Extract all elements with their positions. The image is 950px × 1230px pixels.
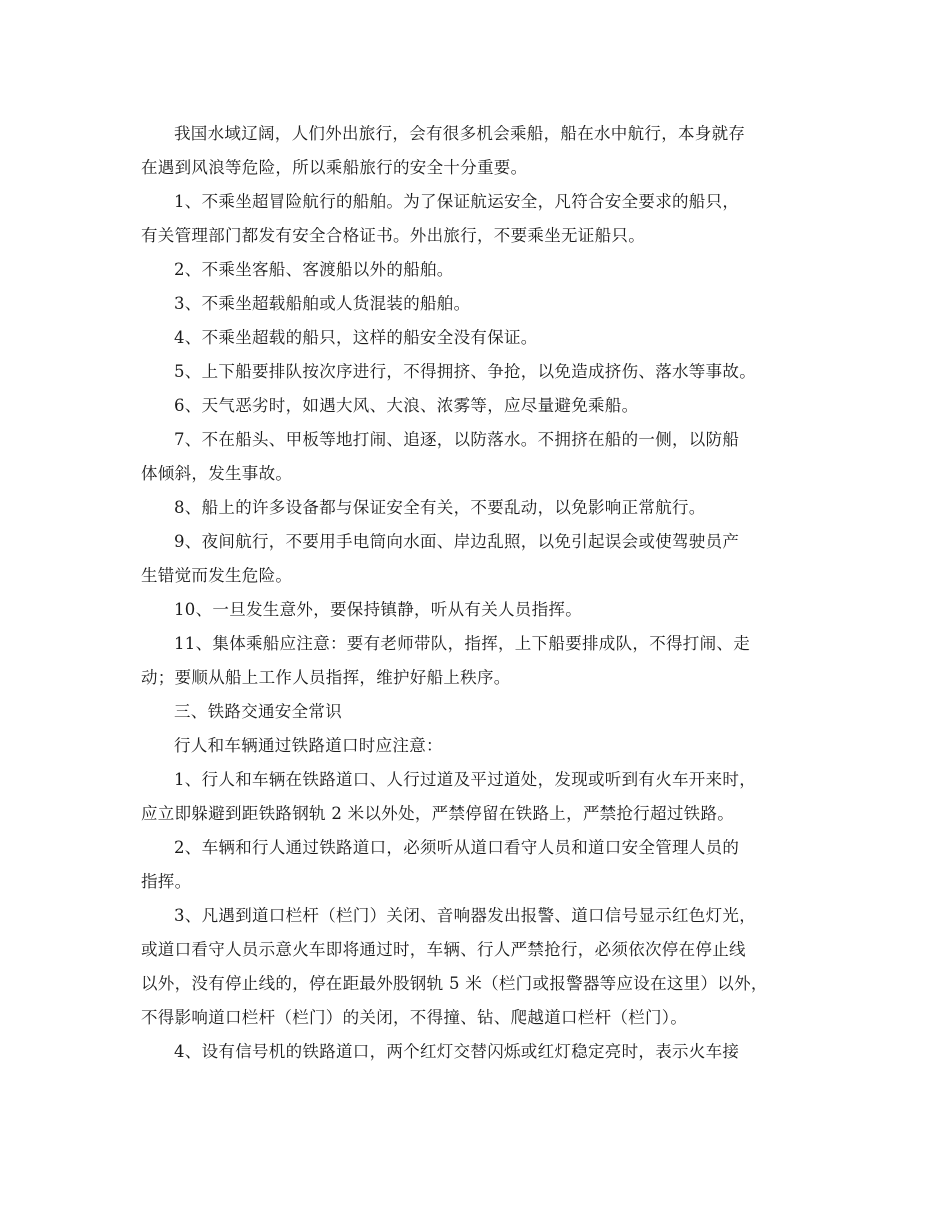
paragraph: [141, 899, 811, 1035]
text-line: 体倾斜，发生事故。: [141, 464, 293, 483]
text-line: 11、集体乘船应注意：要有老师带队，指挥，上下船要排成队，不得打闹、走: [174, 634, 750, 653]
paragraph: [141, 185, 811, 253]
text-line: 或道口看守人员示意火车即将通过时，车辆、行人严禁抢行，必须依次停在停止线: [141, 940, 746, 959]
text-line: 3、不乘坐超载船舶或人货混装的船舶。: [174, 294, 471, 313]
text-line: 1、行人和车辆在铁路道口、人行过道及平过道处，发现或听到有火车开来时，: [174, 770, 756, 789]
text-line: 有关管理部门都发有安全合格证书。外出旅行，不要乘坐无证船只。: [141, 226, 645, 245]
text-line: 6、天气恶劣时，如遇大风、大浪、浓雾等，应尽量避免乘船。: [174, 396, 639, 415]
paragraph: [141, 729, 811, 763]
text-line: 7、不在船头、甲板等地打闹、追逐，以防落水。不拥挤在船的一侧，以防船: [174, 430, 740, 449]
text-line: 在遇到风浪等危险，所以乘船旅行的安全十分重要。: [141, 158, 528, 177]
text-line: 以外，没有停止线的，停在距最外股钢轨 5 米（栏门或报警器等应设在这里）以外，: [141, 974, 768, 993]
document-body: [141, 117, 811, 1069]
text-line: 5、上下船要排队按次序进行，不得拥挤、争抢，以免造成挤伤、落水等事故。: [174, 362, 756, 381]
text-line: 2、不乘坐客船、客渡船以外的船舶。: [174, 260, 454, 279]
text-line: 8、船上的许多设备都与保证安全有关，不要乱动，以免影响正常航行。: [174, 498, 706, 517]
text-line: 9、夜间航行，不要用手电筒向水面、岸边乱照，以免引起误会或使驾驶员产: [174, 532, 740, 551]
paragraph: [141, 695, 811, 729]
text-line: 不得影响道口栏杆（栏门）的关闭，不得撞、钻、爬越道口栏杆（栏门）。: [141, 1008, 688, 1027]
text-line: 动；要顺从船上工作人员指挥，维护好船上秩序。: [141, 668, 511, 687]
paragraph: [141, 831, 811, 899]
text-line: 3、凡遇到道口栏杆（栏门）关闭、音响器发出报警、道口信号显示红色灯光，: [174, 906, 756, 925]
paragraph: [141, 355, 811, 389]
paragraph: [141, 117, 811, 185]
text-line: 我国水域辽阔，人们外出旅行，会有很多机会乘船，船在水中航行，本身就存: [174, 124, 746, 143]
text-line: 指挥。: [141, 872, 192, 891]
paragraph: [141, 627, 811, 695]
paragraph: [141, 763, 811, 831]
text-line: 应立即躲避到距铁路钢轨 2 米以外处，严禁停留在铁路上，严禁抢行超过铁路。: [141, 804, 735, 823]
text-line: 三、铁路交通安全常识: [174, 702, 342, 721]
text-line: 行人和车辆通过铁路道口时应注意：: [174, 736, 443, 755]
text-line: 4、设有信号机的铁路道口，两个红灯交替闪烁或红灯稳定亮时，表示火车接: [174, 1042, 740, 1061]
paragraph: [141, 321, 811, 355]
text-line: 2、车辆和行人通过铁路道口，必须听从道口看守人员和道口安全管理人员的: [174, 838, 740, 857]
paragraph: [141, 491, 811, 525]
text-line: 生错觉而发生危险。: [141, 566, 293, 585]
paragraph: [141, 389, 811, 423]
text-line: 1、不乘坐超冒险航行的船舶。为了保证航运安全，凡符合安全要求的船只，: [174, 192, 740, 211]
paragraph: [141, 253, 811, 287]
paragraph: [141, 423, 811, 491]
text-line: 10、一旦发生意外，要保持镇静，听从有关人员指挥。: [174, 600, 582, 619]
paragraph: [141, 1035, 811, 1069]
paragraph: [141, 287, 811, 321]
text-line: 4、不乘坐超载的船只，这样的船安全没有保证。: [174, 328, 538, 347]
paragraph: [141, 593, 811, 627]
paragraph: [141, 525, 811, 593]
